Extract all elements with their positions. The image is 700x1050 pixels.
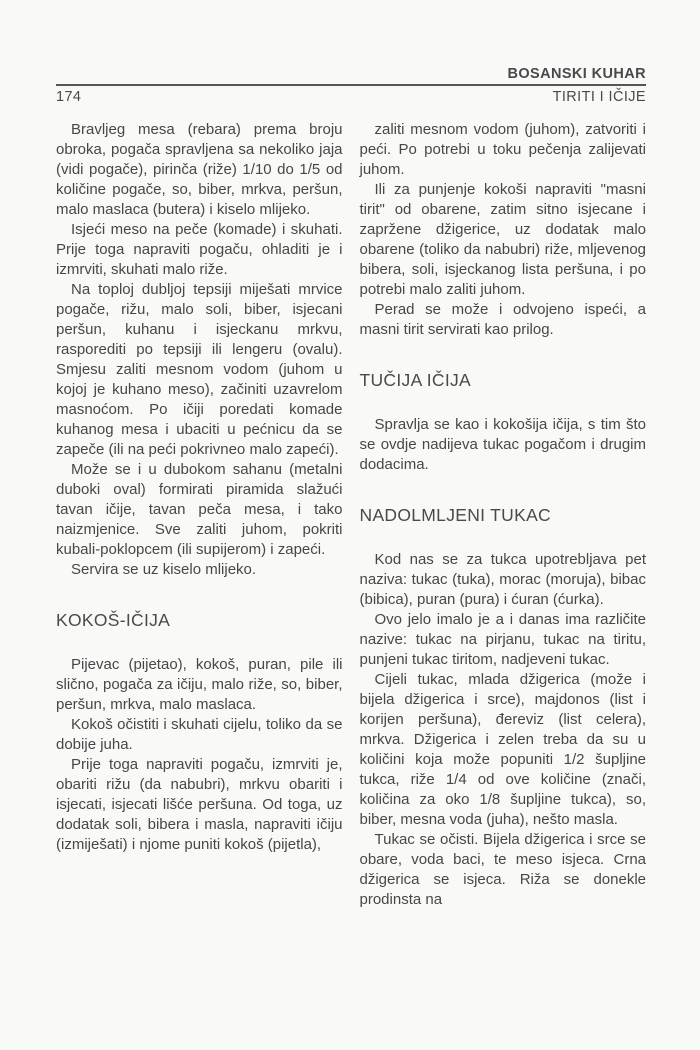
chapter-title: TIRITI I IČIJE [552,89,646,105]
left-column [56,120,343,910]
right-column [360,120,647,910]
section-heading-nadolmljeni-tukac: NADOLMLJENI TUKAC [359,505,551,525]
paragraph: zaliti mesnom vodom (juhom), zatvoriti i peći. Po potrebi u toku pečenja zalijevati juhom. [359,121,646,178]
paragraph: Pijevac (pijetao), kokoš, puran, pile ili slično, pogača za ičiju, malo riže, so, biber, peršun, mrkva, malo maslaca. [56,656,343,713]
paragraph: Cijeli tukac, mlada džigerica (može i bijela džigerica i srce), majdonos (list i korijen peršuna), đereviz (list celera), mrkva. Džigerica i zelen treba da su u količini koja može popuniti 1/2 šupljine tukca, riže 1/4 od ove količine (znači, količina za oko 1/8 šupljine tukca), so, biber, mesna voda (juha), nešto masla. [359,671,646,828]
header-row [56,89,646,105]
paragraph-ingredients-bravlja-icija: Bravljeg mesa (rebara) prema broju obroka, pogača spravljena sa nekoliko jaja (vidi pogače), pirinča (riže) 1/10 do 1/5 od količine pogače, so, biber, mrkva, peršun, malo maslaca (butera) i kiselo mlijeko. [56,121,343,218]
paragraph: Tukac se očisti. Bijela džigerica i srce se obare, voda baci, te meso isjeca. Crna džigerica se isjeca. Riža se donekle prodinsta na [359,831,646,908]
text-columns [56,120,646,910]
book-title: BOSANSKI KUHAR [507,66,646,82]
section-heading-tucija-icija: TUČIJA IČIJA [359,370,472,390]
paragraph: Prije toga napraviti pogaču, izmrviti je, obariti rižu (da nabubri), mrkvu obariti i isjecati, isjecati lišće peršuna. Od toga, uz dodatak soli, bibera i masla, napraviti ičiju (izmiješati) i njome puniti kokoš (pijetla), [56,756,343,853]
section-heading-kokos-icija: KOKOŠ-IČIJA [56,610,171,630]
paragraph: Perad se može i odvojeno ispeći, a masni tirit servirati kao prilog. [359,301,646,338]
paragraph: Na toploj dubljoj tepsiji miješati mrvice pogače, rižu, malo soli, biber, isjecani peršun, kuhanu i isjeckanu mrkvu, rasporediti po tepsiji ili lengeru (ovalu). Smjesu zaliti mesnom vodom (juhom u kojoj je kuhano meso), začiniti uzavrelom masnoćom. Po ičiji poredati komade kuhanog mesa i ubaciti u pećnicu da se zapeče (ili na peći pokrivneo malo zapeći). [56,281,343,458]
page-number: 174 [56,89,82,105]
paragraph: Ovo jelo imalo je a i danas ima različite nazive: tukac na pirjanu, tukac na tiritu, punjeni tukac tiritom, nadjeveni tukac. [359,611,646,668]
paragraph: Servira se uz kiselo mlijeko. [71,561,257,578]
paragraph: Isjeći meso na peče (komade) i skuhati. Prije toga napraviti pogaču, ohladiti je i izmrviti, skuhati malo riže. [56,221,343,278]
paragraph: Kokoš očistiti i skuhati cijelu, toliko da se dobije juha. [56,716,343,753]
paragraph: Spravlja se kao i kokošija ičija, s tim što se ovdje nadijeva tukac pogačom i drugim dodacima. [359,416,646,473]
paragraph: Ili za punjenje kokoši napraviti "masni tirit" od obarene, zatim sitno isjecane i zapržene džigerice, uz dodatak malo obarene (toliko da nabubri) riže, mljevenog bibera, soli, isjeckanog lista peršuna, i po potrebi malo zaliti juhom. [359,181,646,298]
paragraph: Može se i u dubokom sahanu (metalni duboki oval) formirati piramida slažući tavan ičije, tavan peča mesa, i tako naizmjenice. Sve zaliti juhom, pokriti kubali-poklopcem (ili supijerom) i zapeći. [56,461,343,558]
header-rule [56,84,646,86]
paragraph: Kod nas se za tukca upotrebljava pet naziva: tukac (tuka), morac (moruja), bibac (bibica), puran (pura) i ćuran (ćurka). [359,551,646,608]
running-header [56,66,646,105]
